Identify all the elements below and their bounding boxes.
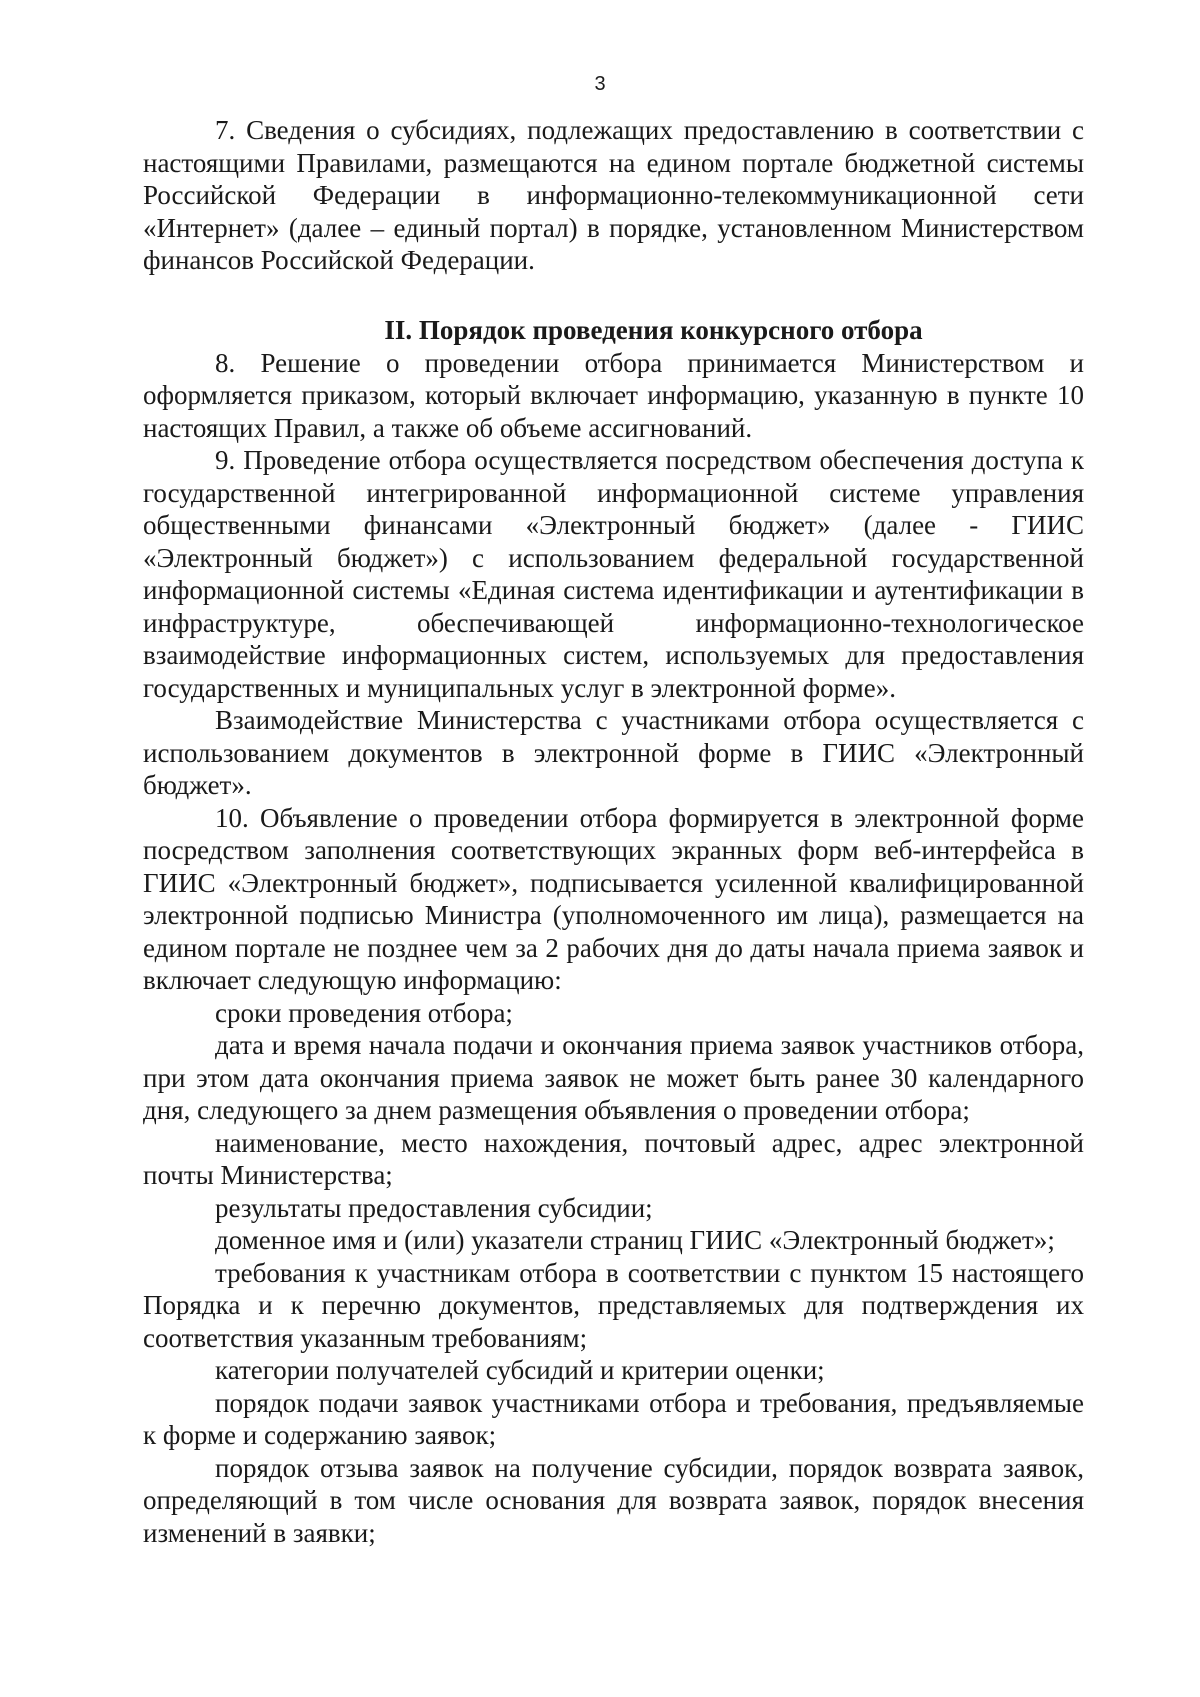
paragraph-8: 8. Решение о проведении отбора принимается Министерством и оформляется приказом, который включает информацию, указанную в пункте 10 настоящих Правил, а также об объеме ассигнований.: [143, 347, 1084, 443]
list-item: наименование, место нахождения, почтовый адрес, адрес электронной почты Министерства;: [143, 1127, 1084, 1190]
list-item: порядок подачи заявок участниками отбора и требования, предъявляемые к форме и содержанию заявок;: [143, 1387, 1084, 1450]
paragraph-9: 9. Проведение отбора осуществляется посредством обеспечения доступа к государственной интегрированной информационной системе управления общественными финансами «Электронный бюджет» (далее - ГИИС «Электронный бюджет») с использованием федеральной государственной информационной системы «Единая система идентификации и аутентификации в инфраструктуре, обеспечивающей информационно-технологическое взаимодействие информационных систем, используемых для предоставления государственных и муниципальных услуг в электронной форме».: [143, 445, 1084, 703]
list-item: сроки проведения отбора;: [215, 997, 513, 1028]
document-body: [143, 114, 1084, 1549]
page-number: 3: [594, 73, 606, 95]
list-item: доменное имя и (или) указатели страниц ГИИС «Электронный бюджет»;: [215, 1225, 1055, 1255]
paragraph-7: 7. Сведения о субсидиях, подлежащих предоставлению в соответствии с настоящими Правилами, размещаются на едином портале бюджетной системы Российской Федерации в информационно-телекоммуникационной сети «Интернет» (далее – единый портал) в порядке, установленном Министерством финансов Российской Федерации.: [143, 115, 1084, 275]
paragraph-interaction: Взаимодействие Министерства с участниками отбора осуществляется с использованием документов в электронной форме в ГИИС «Электронный бюджет».: [143, 705, 1084, 800]
list-item: порядок отзыва заявок на получение субсидии, порядок возврата заявок, определяющий в том числе основания для возврата заявок, порядок внесения изменений в заявки;: [143, 1452, 1084, 1548]
paragraph-10: 10. Объявление о проведении отбора формируется в электронной форме посредством заполнения соответствующих экранных форм веб-интерфейса в ГИИС «Электронный бюджет», подписывается усиленной квалифицированной электронной подписью Министра (уполномоченного им лица), размещается на едином портале не позднее чем за 2 рабочих дня до даты начала приема заявок и включает следующую информацию:: [143, 802, 1084, 995]
list-item: требования к участникам отбора в соответствии с пунктом 15 настоящего Порядка и к перечню документов, представляемых для подтверждения их соответствия указанным требованиям;: [143, 1257, 1084, 1353]
section-heading: II. Порядок проведения конкурсного отбора: [384, 314, 923, 345]
list-item: результаты предоставления субсидии;: [215, 1192, 653, 1223]
list-item: дата и время начала подачи и окончания приема заявок участников отбора, при этом дата окончания приема заявок не может быть ранее 30 календарного дня, следующего за днем размещения объявления о проведении отбора;: [143, 1030, 1084, 1125]
list-item: категории получателей субсидий и критерии оценки;: [215, 1355, 825, 1385]
